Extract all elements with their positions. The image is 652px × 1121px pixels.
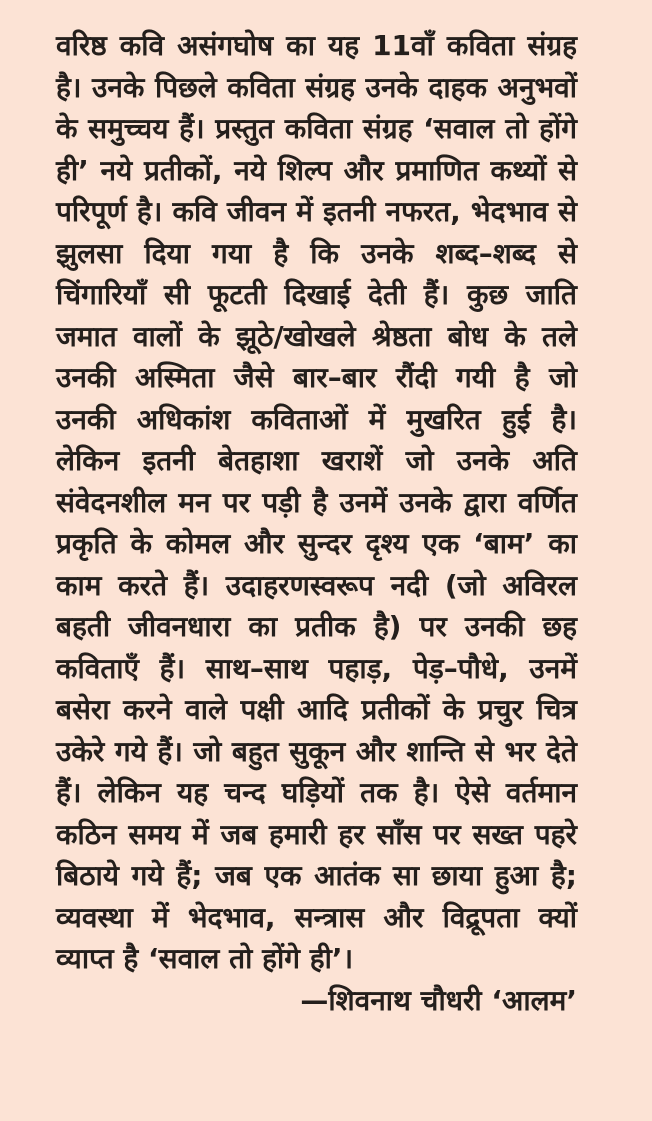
text-line: प्रकृति के कोमल और सुन्दर दृश्य एक ‘बाम’ का <box>56 527 577 560</box>
text-line: संवेदनशील मन पर पड़ी है उनमें उनके द्वारा वर्णित <box>56 485 577 519</box>
text-line: उनकी अस्मिता जैसे बार–बार रौंदी गयी है जो <box>56 361 577 394</box>
text-line: ही’ नये प्रतीकों, नये शिल्प और प्रमाणित कथ्यों से <box>56 153 577 187</box>
text-line: बहती जीवनधारा का प्रतीक है) पर उनकी छह <box>56 610 577 643</box>
text-line: बसेरा करने वाले पक्षी आदि प्रतीकों के प्रचुर चित्र <box>56 693 577 726</box>
text-line: व्यवस्था में भेदभाव, सन्त्रास और विद्रूपता क्यों <box>56 900 577 934</box>
text-line: बिठाये गये हैं; जब एक आतंक सा छाया हुआ है; <box>56 859 577 892</box>
text-line: झुलसा दिया गया है कि उनके शब्द–शब्द से <box>56 236 577 270</box>
text-line: चिंगारियाँ सी फूटती दिखाई देती हैं। कुछ जाति <box>56 278 577 311</box>
reviewer-attribution: —शिवनाथ चौधरी ‘आलम’ <box>300 983 577 1017</box>
text-line: के समुच्चय हैं। प्रस्तुत कविता संग्रह ‘सवाल तो होंगे <box>56 112 577 145</box>
text-line: लेकिन इतनी बेतहाशा खराशें जो उनके अति <box>56 444 577 477</box>
text-line: उनकी अधिकांश कविताओं में मुखरित हुई है। <box>56 402 577 436</box>
text-line: उकेरे गये हैं। जो बहुत सुकून और शान्ति से भर देते <box>56 734 577 768</box>
text-line: कविताएँ हैं। साथ–साथ पहाड़, पेड़–पौधे, उनमें <box>56 651 577 685</box>
text-line: परिपूर्ण है। कवि जीवन में इतनी नफरत, भेदभाव से <box>56 195 577 228</box>
text-line: कठिन समय में जब हमारी हर साँस पर सख्त पहरे <box>56 817 577 851</box>
text-line: हैं। लेकिन यह चन्द घड़ियों तक है। ऐसे वर्तमान <box>56 776 577 809</box>
text-line: व्याप्त है ‘सवाल तो होंगे ही’। <box>56 942 354 975</box>
review-paragraph <box>56 25 577 980</box>
text-line: है। उनके पिछले कविता संग्रह उनके दाहक अनुभवों <box>56 70 577 104</box>
text-line: वरिष्ठ कवि असंगघोष का यह 11वाँ कविता संग्रह <box>56 29 577 62</box>
text-line: काम करते हैं। उदाहरणस्वरूप नदी (जो अविरल <box>56 568 577 602</box>
text-line: जमात वालों के झूठे/खोखले श्रेष्ठता बोध के तले <box>56 319 577 353</box>
